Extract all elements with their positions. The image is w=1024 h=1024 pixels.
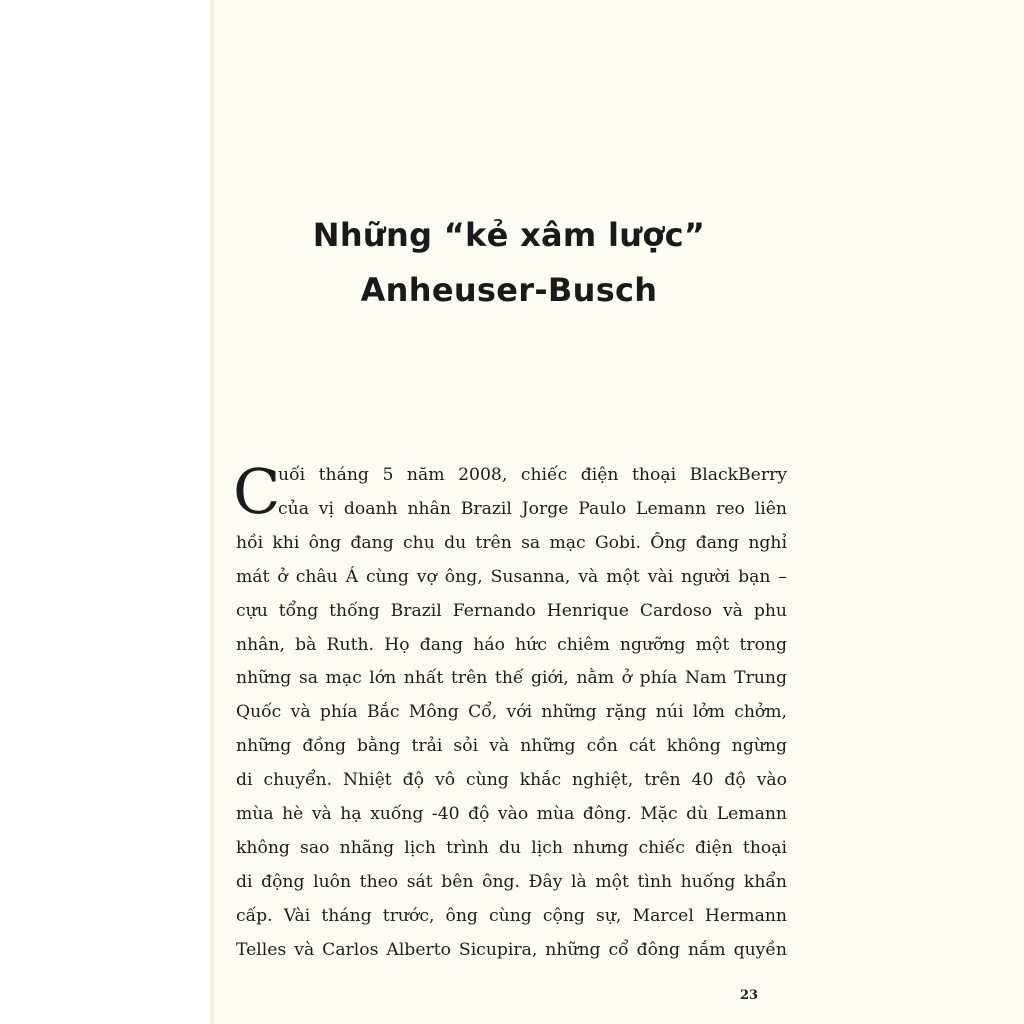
chapter-title (214, 208, 804, 318)
text-line: những sa mạc lớn nhất trên thế giới, nằm ở phía Nam Trung (236, 668, 787, 689)
text-line: nhân, bà Ruth. Họ đang háo hức chiêm ngưỡng một trong (236, 634, 787, 655)
text-line: hồi khi ông đang chu du trên sa mạc Gobi. Ông đang nghỉ (236, 532, 787, 553)
page-edge (210, 0, 214, 1024)
text-line: không sao nhãng lịch trình du lịch nhưng chiếc điện thoại (236, 837, 787, 858)
text-line: di động luôn theo sát bên ông. Đây là một tình huống khẩn (236, 871, 787, 892)
text-line: những đồng bằng trải sỏi và những cồn cát không ngừng (236, 736, 787, 757)
text-line: Telles và Carlos Alberto Sicupira, những cổ đông nắm quyền (236, 939, 787, 960)
chapter-title-line-2: Anheuser-Busch (360, 271, 658, 309)
text-line: mùa hè và hạ xuống -40 độ vào mùa đông. Mặc dù Lemann (236, 804, 787, 825)
text-line: mát ở châu Á cùng vợ ông, Susanna, và một vài người bạn – (236, 566, 787, 587)
text-line: Quốc và phía Bắc Mông Cổ, với những rặng núi lởm chởm, (236, 702, 787, 723)
text-line: của vị doanh nhân Brazil Jorge Paulo Lemann reo liên (278, 498, 787, 519)
text-line: uối tháng 5 năm 2008, chiếc điện thoại BlackBerry (278, 465, 787, 485)
body-paragraph (233, 455, 787, 968)
text-line: cựu tổng thống Brazil Fernando Henrique Cardoso và phu (236, 600, 787, 621)
text-line: di chuyển. Nhiệt độ vô cùng khắc nghiệt, trên 40 độ vào (236, 770, 787, 791)
chapter-title-line-1: Những “kẻ xâm lược” (312, 216, 706, 254)
drop-cap: C (233, 455, 281, 528)
text-line: cấp. Vài tháng trước, ông cùng cộng sự, Marcel Hermann (236, 905, 787, 926)
page-number: 23 (739, 988, 759, 1003)
